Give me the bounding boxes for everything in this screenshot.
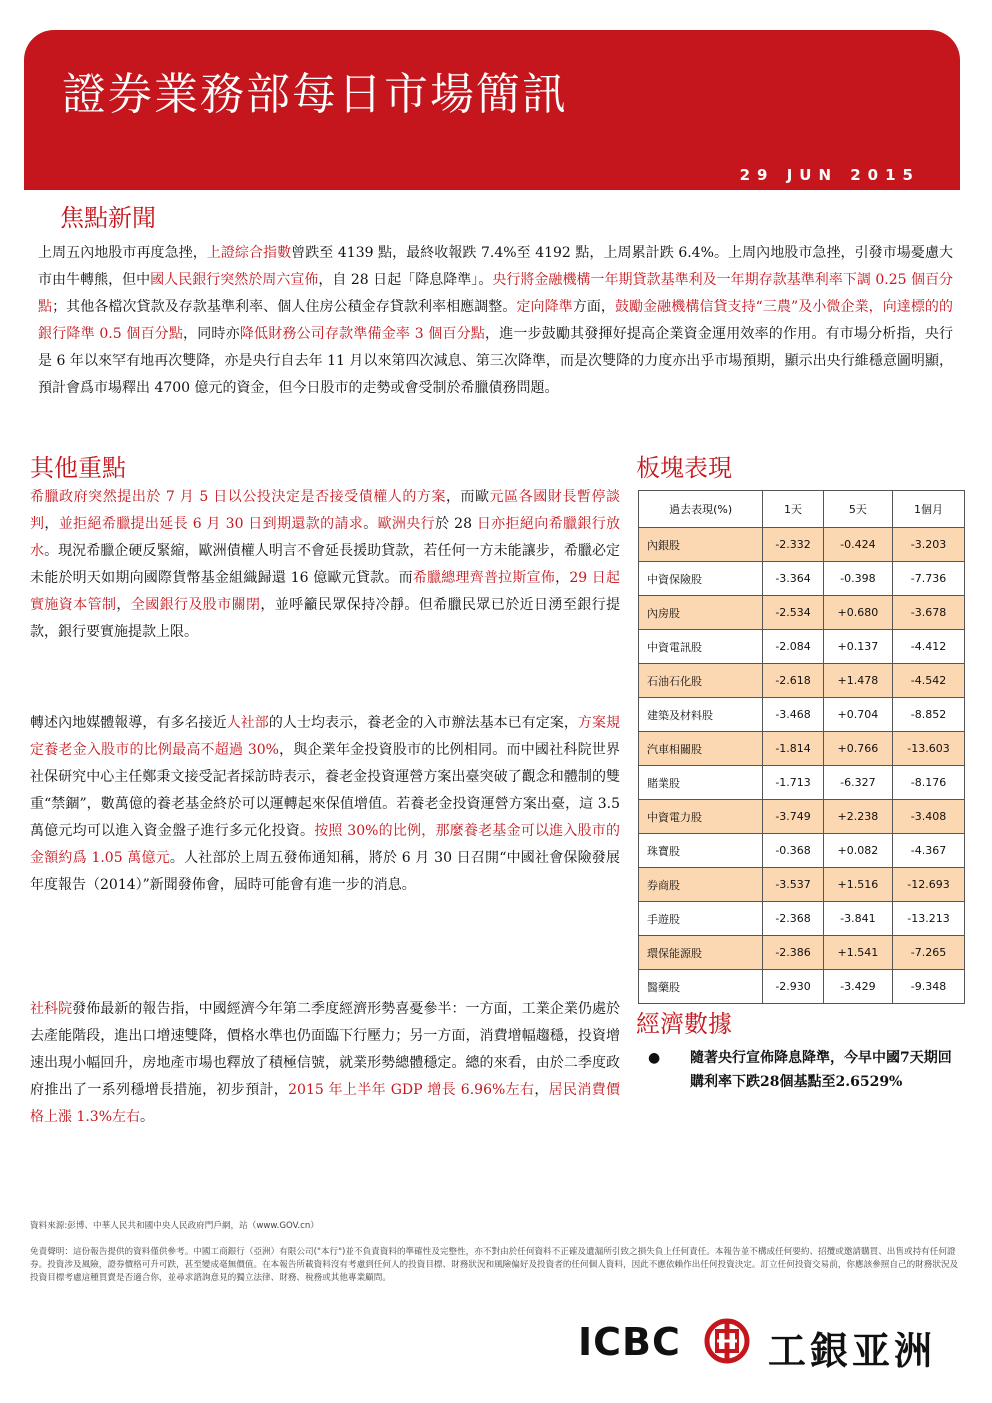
table-row — [639, 528, 965, 562]
highlight-text: 29 日起實施資本管制 — [30, 570, 621, 613]
change-1m-cell: -7.265 — [892, 936, 964, 970]
highlight-text: 歐洲央行 — [377, 516, 436, 532]
body-text: ，同時亦 — [183, 326, 240, 342]
page-title: 證券業務部每日市場簡訊 — [62, 69, 568, 120]
sector-name-cell: 中資電訊股 — [639, 630, 763, 664]
change-1d-cell: -3.468 — [763, 698, 823, 732]
highlight-text: 希臘政府突然提出於 7 月 5 日以公投決定是否接受債權人的方案 — [30, 489, 446, 505]
economic-data-heading: 經濟數據 — [636, 1010, 732, 1038]
table-row — [639, 732, 965, 766]
sector-performance-heading: 板塊表現 — [636, 454, 732, 482]
highlight-text: 並拒絕希臘提出延長 6 月 30 日到期還款的請求 — [58, 516, 364, 532]
sector-name-cell: 內銀股 — [639, 528, 763, 562]
sector-name-cell: 石油石化股 — [639, 664, 763, 698]
body-text: 。 — [140, 1109, 155, 1125]
column-header: 1個月 — [892, 491, 964, 528]
highlight-text: 按照 30%的比例，那麼養老基金可以進入股市的金額約爲 1.05 萬億元 — [30, 823, 620, 866]
change-1m-cell: -9.348 — [892, 970, 964, 1004]
other-highlights-paragraph — [30, 710, 620, 899]
highlight-text: 日亦拒絕向希臘銀行放水 — [30, 516, 621, 559]
table-row — [639, 868, 965, 902]
change-5d-cell: +2.238 — [823, 800, 892, 834]
highlight-text: 人社部 — [226, 715, 269, 731]
table-row — [639, 970, 965, 1004]
change-5d-cell: +0.766 — [823, 732, 892, 766]
change-5d-cell: -0.398 — [823, 562, 892, 596]
highlight-text: 上證綜合指數 — [206, 245, 292, 261]
table-row — [639, 902, 965, 936]
highlight-text: 社科院 — [30, 1001, 73, 1017]
other-highlights-paragraph — [30, 996, 620, 1131]
table-row — [639, 800, 965, 834]
body-text: 曾跌至 4139 點，最終收報跌 7.4%至 4192 點，上周累計跌 6.4%。上周內地股市急挫，引發市場憂慮大市由牛轉熊，但中 — [38, 245, 953, 288]
highlight-text: 居民消費價格上漲 1.3%左右 — [30, 1082, 621, 1125]
body-text: 的人士均表示，養老金的入市辦法基本已有定案， — [268, 715, 578, 731]
body-text: 發佈最新的報告指，中國經濟今年第二季度經濟形勢喜憂參半：一方面，工業企業仍處於去產能階段，進出口增速雙降，價格水準也仍面臨下行壓力；另一方面，消費增幅趨穩，投資增速出現小幅回升，房地產市場也釋放了積極信號，就業形勢總體穩定。總的來看，由於二季度政府推出了一系列穩增長措施，初步預計， — [30, 1001, 621, 1098]
change-1m-cell: -8.852 — [892, 698, 964, 732]
change-1m-cell: -12.693 — [892, 868, 964, 902]
sector-name-cell: 中資電力股 — [639, 800, 763, 834]
column-header: 5天 — [823, 491, 892, 528]
change-5d-cell: +0.137 — [823, 630, 892, 664]
focus-news-tab — [24, 190, 960, 236]
body-text: 於 28 — [435, 516, 477, 532]
change-1m-cell: -4.412 — [892, 630, 964, 664]
sector-performance-table — [638, 490, 965, 1004]
body-text: ，進一步鼓勵其發揮好提高企業資金運用效率的作用。有市場分析指，央行是 6 年以來罕有地再次雙降，亦是央行自去年 11 月以來第四次減息、第三次降準，而是次雙降的力度亦出乎市場預期，顯示出央行維穩意圖明顯，預計會爲市場釋出 4700 億元的資金，但今日股市的走勢或會受制於希臘債務問題。 — [38, 326, 954, 396]
column-header: 1天 — [763, 491, 823, 528]
change-5d-cell: -3.841 — [823, 902, 892, 936]
change-1d-cell: -3.364 — [763, 562, 823, 596]
sector-name-cell: 內房股 — [639, 596, 763, 630]
change-1d-cell: -3.749 — [763, 800, 823, 834]
change-5d-cell: +0.704 — [823, 698, 892, 732]
body-text: ，與企業年金投資股市的比例相同。而中國社科院世界社保研究中心主任鄭秉文接受記者採訪時表示，養老金投資運營方案出臺突破了觀念和體制的雙重“禁錮”，數萬億的養老基金終於可以運轉起來保值增值。若養老金投資運營方案出臺，這 3.5 萬億元均可以進入資金盤子進行多元化投資。 — [30, 742, 620, 839]
table-row — [639, 834, 965, 868]
body-text: ，而歐 — [446, 489, 490, 505]
source-note: 資料來源:彭博、中華人民共和國中央人民政府門戶網，站（www.GOV.cn） — [30, 1221, 319, 1231]
sector-name-cell: 中資保險股 — [639, 562, 763, 596]
body-text: ，自 28 日起「降息降準」。 — [318, 272, 493, 288]
change-5d-cell: -0.424 — [823, 528, 892, 562]
body-text: ， — [534, 1082, 549, 1098]
icbc-logo-icon — [704, 1318, 750, 1364]
change-1d-cell: -2.084 — [763, 630, 823, 664]
body-text: ；其他各檔次貸款及存款基準利率、個人住房公積金存貸款利率相應調整。 — [52, 299, 517, 315]
sector-name-cell: 珠寶股 — [639, 834, 763, 868]
change-1d-cell: -1.814 — [763, 732, 823, 766]
highlight-text: 定向降準 — [516, 299, 573, 315]
highlight-text: 2015 年上半年 GDP 增長 6.96%左右 — [288, 1082, 535, 1098]
highlight-text: 央行將金融機構一年期貸款基準利及一年期存款基準利率下調 0.25 個百分點 — [38, 272, 954, 315]
logo-latin-text: ICBC — [578, 1320, 681, 1364]
highlight-text: 鼓勵金融機構信貸支持“三農”及小微企業，向達標的的銀行降準 0.5 個百分點 — [38, 299, 954, 342]
body-text: ， — [116, 597, 131, 613]
change-1d-cell: -2.386 — [763, 936, 823, 970]
sector-table-body — [639, 528, 965, 1004]
highlight-text: 希臘總理齊普拉斯宣佈 — [412, 570, 556, 586]
change-1d-cell: -2.368 — [763, 902, 823, 936]
header-banner — [24, 30, 960, 190]
table-row — [639, 766, 965, 800]
change-1m-cell: -8.176 — [892, 766, 964, 800]
change-1m-cell: -3.408 — [892, 800, 964, 834]
sector-name-cell: 汽車相關股 — [639, 732, 763, 766]
change-5d-cell: +1.478 — [823, 664, 892, 698]
change-5d-cell: +1.516 — [823, 868, 892, 902]
table-row — [639, 698, 965, 732]
change-1d-cell: -0.368 — [763, 834, 823, 868]
body-text: ，並呼籲民眾保持冷靜。但希臘民眾已於近日湧至銀行提款，銀行要實施提款上限。 — [30, 597, 621, 640]
other-highlights-paragraph — [30, 484, 620, 646]
body-text: ， — [44, 516, 59, 532]
highlight-text: 降低財務公司存款準備金率 3 個百分點 — [239, 326, 485, 342]
change-5d-cell: +0.082 — [823, 834, 892, 868]
economic-data-text: 隨著央行宣佈降息降準，今早中國7天期回購利率下跌28個基點至2.6529% — [690, 1050, 952, 1090]
highlight-text: 方案規定養老金入股市的比例最高不超過 30% — [30, 715, 621, 758]
table-row — [639, 664, 965, 698]
change-5d-cell: -6.327 — [823, 766, 892, 800]
sector-name-cell: 手遊股 — [639, 902, 763, 936]
change-5d-cell: +1.541 — [823, 936, 892, 970]
change-1m-cell: -7.736 — [892, 562, 964, 596]
body-text: 上周五內地股市再度急挫， — [38, 245, 207, 261]
bullet-icon: ● — [648, 1050, 661, 1066]
change-1d-cell: -2.618 — [763, 664, 823, 698]
change-5d-cell: -3.429 — [823, 970, 892, 1004]
change-5d-cell: +0.680 — [823, 596, 892, 630]
highlight-text: 全國銀行及股市關閉 — [130, 597, 261, 613]
change-1d-cell: -2.332 — [763, 528, 823, 562]
change-1m-cell: -4.542 — [892, 664, 964, 698]
table-row — [639, 562, 965, 596]
change-1m-cell: -13.603 — [892, 732, 964, 766]
sector-name-cell: 賭業股 — [639, 766, 763, 800]
table-header-row — [639, 491, 965, 528]
body-text: 轉述內地媒體報導，有多名接近 — [30, 715, 227, 731]
table-row — [639, 936, 965, 970]
change-1m-cell: -4.367 — [892, 834, 964, 868]
report-date: 29 JUN 2015 — [739, 166, 920, 184]
table-row — [639, 630, 965, 664]
sector-name-cell: 建築及材料股 — [639, 698, 763, 732]
body-text: 。 — [363, 516, 378, 532]
body-text: 方面， — [572, 299, 615, 315]
economic-data-item — [648, 1046, 958, 1094]
change-1m-cell: -3.678 — [892, 596, 964, 630]
change-1d-cell: -3.537 — [763, 868, 823, 902]
body-text: ， — [555, 570, 570, 586]
logo-chinese-text: 工銀亚洲 — [768, 1329, 937, 1373]
focus-news-paragraph — [38, 240, 953, 402]
icbc-asia-logo — [578, 1318, 958, 1373]
change-1m-cell: -13.213 — [892, 902, 964, 936]
change-1d-cell: -2.534 — [763, 596, 823, 630]
highlight-text: 國人民銀行突然於周六宣佈 — [150, 272, 319, 288]
change-1m-cell: -3.203 — [892, 528, 964, 562]
column-header: 過去表現(%) — [639, 491, 763, 528]
disclaimer: 免責聲明：這份報告提供的資料僅供參考。中國工商銀行（亞洲）有限公司("本行")並不負責資料的準確性及完整性，亦不對由於任何資料不正確及遺漏所引致之損失負上任何責任。本報告並不構成任何要約、招攬或邀請購買、出售或持有任何證券。投資涉及風險，證券價格可升可跌，甚至變成毫無價值。在本報告所載資料沒有考慮到任何人的投資目標、財務狀況和風險偏好及投資者的任何個人資料，因此不應依賴作出任何投資決定。訂立任何投資交易前，你應該參照自己的財務狀況及投資目標考慮這種買賣是否適合你，並尋求諮詢意見的獨立法律、財務、稅務或其他專業顧問。 — [30, 1247, 959, 1283]
focus-news-heading: 焦點新聞 — [60, 204, 156, 232]
sector-name-cell: 環保能源股 — [639, 936, 763, 970]
sector-name-cell: 醫藥股 — [639, 970, 763, 1004]
other-highlights-heading: 其他重點 — [30, 454, 126, 482]
table-row — [639, 596, 965, 630]
highlight-text: 元區各國財長暫停談判 — [30, 489, 621, 532]
body-text: 。人社部於上周五發佈通知稱，將於 6 月 30 日召開“中國社會保險發展年度報告（2014）”新聞發佈會，屆時可能會有進一步的消息。 — [30, 850, 620, 893]
change-1d-cell: -2.930 — [763, 970, 823, 1004]
body-text: 。現況希臘企硬反緊縮，歐洲債權人明言不會延長援助貸款，若任何一方未能讓步，希臘必定未能於明天如期向國際貨幣基金組織歸還 16 億歐元貸款。而 — [30, 543, 621, 586]
sector-name-cell: 券商股 — [639, 868, 763, 902]
change-1d-cell: -1.713 — [763, 766, 823, 800]
